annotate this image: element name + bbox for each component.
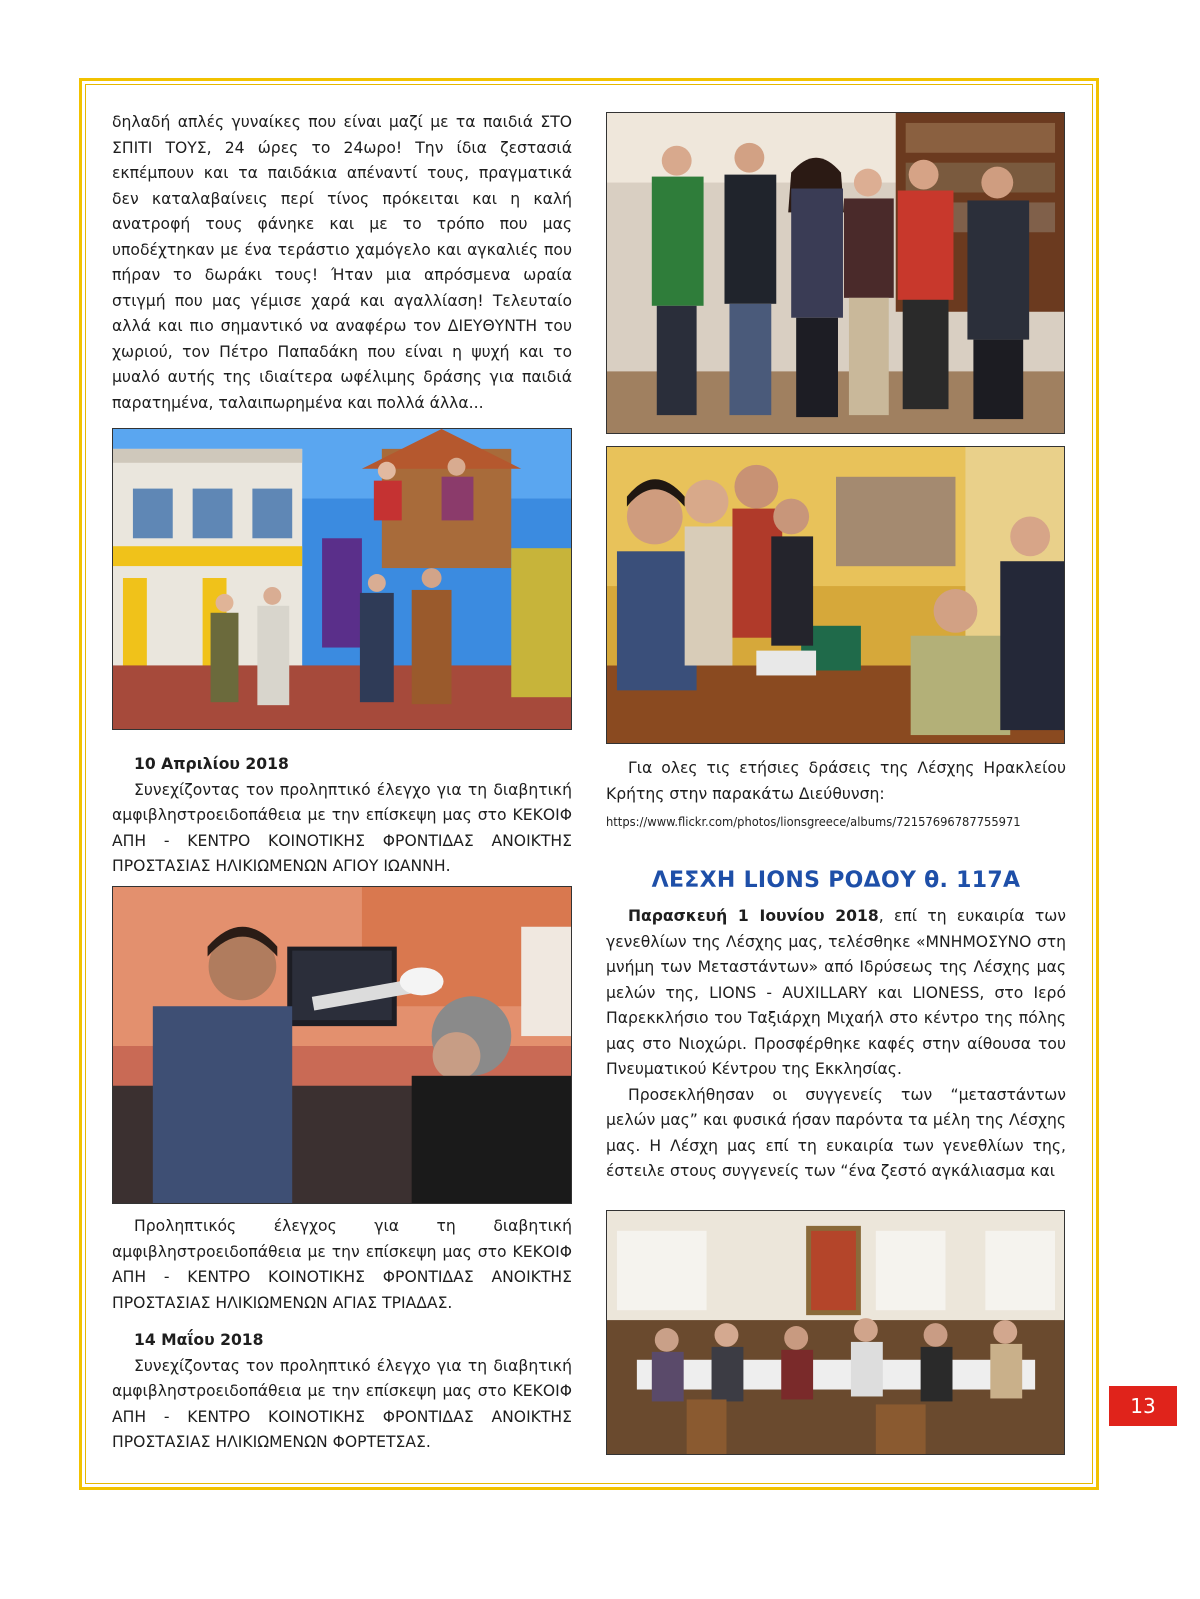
april-section [112,752,572,880]
photo-office-group [606,112,1065,434]
photo-church-hall [606,1210,1065,1455]
page-number: 13 [1109,1386,1177,1426]
rhodes-paragraph-1: , επί τη ευκαιρία των γενεθλίων της Λέσχης μας, τελέσθηκε «ΜΝΗΜΟΣΥΝΟ στη μνήμη των Μεταστάντων» από Ιδρύσεως της Λέσχης μας μελών της, LIONS - AUXILLARY και LIONESS, στο Ιερό Παρεκκλήσιο του Ταξιάρχη Μιχαήλ στο κέντρο της πόλης μας στο Νιοχώρι. Προσφέρθηκε καφές στην αίθουσα του Πνευματικού Κέντρου της Εκκλησίας. [606,907,1066,1078]
flickr-url[interactable]: https://www.flickr.com/photos/lionsgreece/albums/72157696787755971 [606,815,1021,830]
flickr-text: Για ολες τις ετήσιες δράσεις της Λέσχης Ηρακλείου Κρήτης στην παρακάτω Διεύθυνση: [606,759,1066,803]
may-text: Συνεχίζοντας τον προληπτικό έλεγχο για τη διαβητική αμφιβληστροειδοπάθεια με την επίσκεψη μας στο ΚΕΚΟΙΦ ΑΠΗ - ΚΕΝΤΡΟ ΚΟΙΝΟΤΙΚΗΣ ΦΡΟΝΤΙΔΑΣ ΑΝΟΙΚΤΗΣ ΠΡΟΣΤΑΣΙΑΣ ΗΛΙΚΙΩΜΕΝΩΝ ΦΟΡΤΕΤΣΑΣ. [112,1356,572,1451]
intro-paragraph: δηλαδή απλές γυναίκες που είναι μαζί με τα παιδιά ΣΤΟ ΣΠΙΤΙ ΤΟΥΣ, 24 ώρες το 24ωρο! Την ίδια ζεστασιά εκπέμπουν και τα παιδάκια απέναντί τους, πραγματικά δεν καταλαβαίνεις περί τίνος πρόκειται και η καλή ανατροφή τους φάνηκε και με το τρόπο που μας υποδέχτηκαν με ένα τεράστιο χαμόγελο και αγκαλιές που πήραν το δωράκι τους! Ήταν μια απρόσμενα ωραία στιγμή που μας γέμισε χαρά και αγαλλίαση! Τελευταίο αλλά και πιο σημαντικό να αναφέρω τον ΔΙΕΥΘΥΝΤΗ του χωριού, τον Πέτρο Παπαδάκη που είναι η ψυχή και το μυαλό αυτής της ιδιαίτερα ωφέλιμης δράσης για παιδιά παρατημένα, ταλαιπωρημένα και πολλά άλλα... [112,113,572,412]
rhodes-article [606,904,1066,1185]
section-heading: ΛΕΣΧΗ LIONS ΡΟΔΟΥ θ. 117Α [651,868,1021,893]
april-text: Συνεχίζοντας τον προληπτικό έλεγχο για τη διαβητική αμφιβληστροειδοπάθεια με την επίσκεψη μας στο ΚΕΚΟΙΦ ΑΠΗ - ΚΕΝΤΡΟ ΚΟΙΝΟΤΙΚΗΣ ΦΡΟΝΤΙΔΑΣ ΑΝΟΙΚΤΗΣ ΠΡΟΣΤΑΣΙΑΣ ΗΛΙΚΙΩΜΕΝΩΝ ΑΓΙΟΥ ΙΩΑΝΝΗ. [112,780,572,875]
may-date: 14 Μαΐου 2018 [134,1331,264,1349]
caption-triada: Προληπτικός έλεγχος για τη διαβητική αμφιβληστροειδοπάθεια με την επίσκεψη μας στο ΚΕΚΟΙΦ ΑΠΗ - ΚΕΝΤΡΟ ΚΟΙΝΟΤΙΚΗΣ ΦΡΟΝΤΙΔΑΣ ΑΝΟΙΚΤΗΣ ΠΡΟΣΤΑΣΙΑΣ ΗΛΙΚΙΩΜΕΝΩΝ ΑΓΙΑΣ ΤΡΙΑΔΑΣ. [112,1217,572,1312]
may-section [112,1328,572,1456]
photo-playground-group [112,428,572,730]
april-date: 10 Απριλίου 2018 [134,755,289,773]
rhodes-paragraph-2: Προσεκλήθησαν οι συγγενείς των “μεταστάντων μελών μας” και φυσικά ήσαν παρόντα τα μέλη της Λέσχης μας. Η Λέσχη μας επί τη ευκαιρία των γενεθλίων της, έστειλε στους συγγενείς των “ένα ζεστό αγκάλιασμα και [606,1085,1066,1180]
photo-office-selfie [606,446,1065,744]
rhodes-date: Παρασκευή 1 Ιουνίου 2018 [628,907,879,925]
photo-eye-exam [112,886,572,1204]
